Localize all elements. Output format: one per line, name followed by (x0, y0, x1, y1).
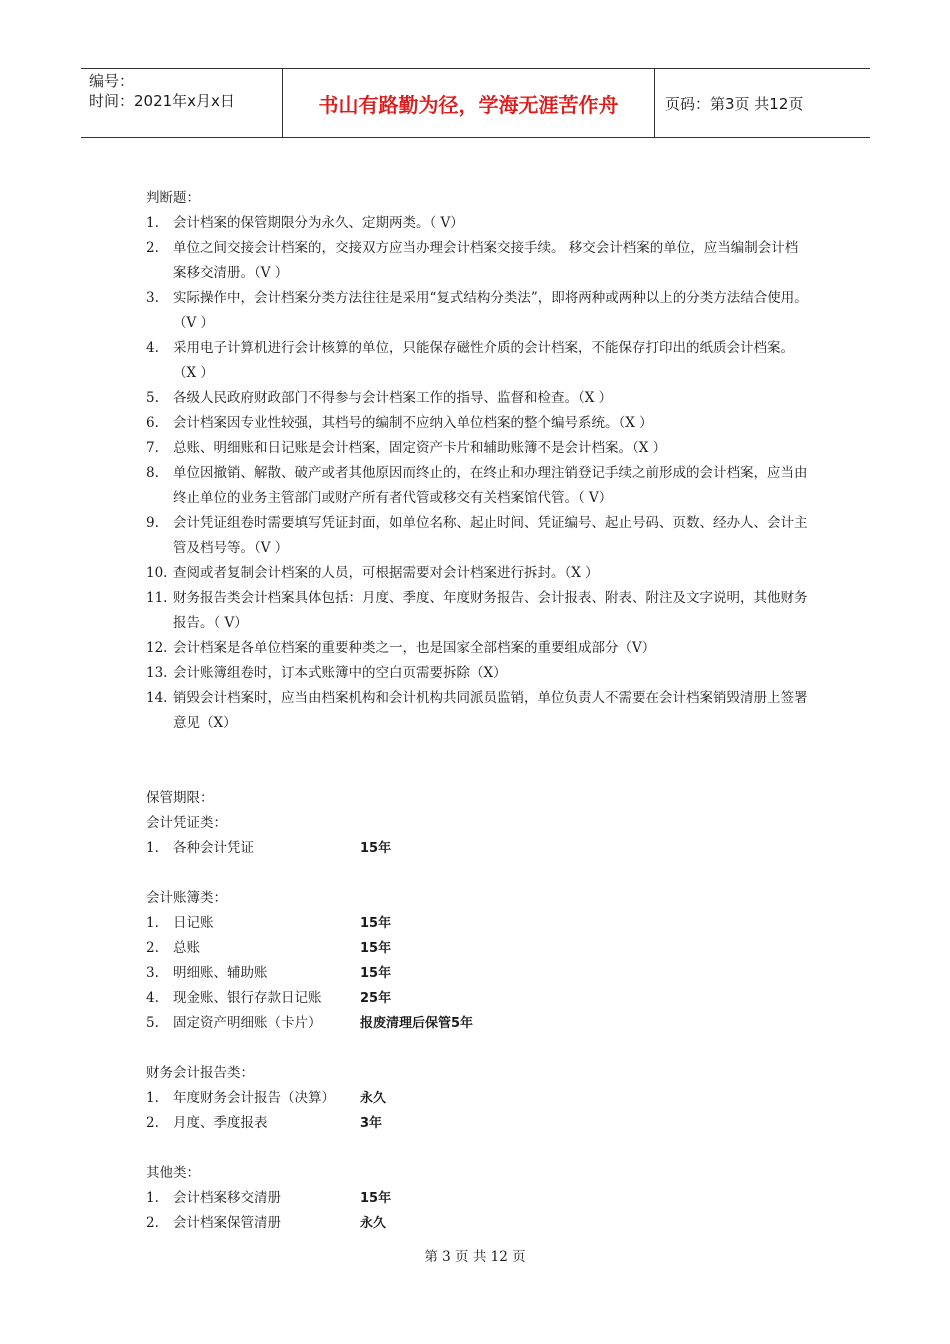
spacer (146, 736, 810, 786)
table-row (146, 986, 810, 1011)
item-number: 13. (146, 665, 168, 681)
item-number: 14. (146, 690, 168, 706)
row-number: 5. (146, 1015, 159, 1031)
list-item (146, 336, 810, 386)
list-item (146, 461, 810, 511)
table-row (146, 1011, 810, 1036)
row-number: 2. (146, 940, 159, 956)
row-label: 现金账、银行存款日记账 (173, 990, 322, 1006)
row-number: 4. (146, 990, 159, 1006)
item-text: 查阅或者复制会计档案的人员，可根据需要对会计档案进行拆封。（X ） (173, 565, 599, 581)
row-value: 15年 (360, 1191, 392, 1206)
item-text: 单位因撤销、解散、破产或者其他原因而终止的，在终止和办理注销登记手续之前形成的会计档案，应当由终止单位的业务主管部门或财产所有者代管或移交有关档案馆代管。（ V） (173, 465, 808, 506)
item-text: 财务报告类会计档案具体包括：月度、季度、年度财务报告、会计报表、附表、附注及文字说明，其他财务报告。（ V） (173, 590, 808, 631)
list-item (146, 686, 810, 736)
list-item (146, 636, 810, 661)
group-title: 其他类： (146, 1165, 200, 1181)
row-value: 永久 (360, 1216, 387, 1231)
item-text: 总账、明细账和日记账是会计档案，固定资产卡片和辅助账簿不是会计档案。（X ） (173, 440, 667, 456)
group-title: 会计账簿类： (146, 890, 227, 906)
row-value: 15年 (360, 966, 392, 981)
item-text: 会计档案的保管期限分为永久、定期两类。（ V） (173, 215, 464, 231)
list-item (146, 386, 810, 411)
table-row (146, 911, 810, 936)
document-body (146, 186, 810, 1236)
item-number: 5. (146, 390, 159, 406)
number-label: 编号： (89, 72, 135, 90)
row-label: 月度、季度报表 (173, 1115, 268, 1131)
item-text: 销毁会计档案时，应当由档案机构和会计机构共同派员监销，单位负责人不需要在会计档案销毁清册上签署意见（X） (173, 690, 808, 731)
list-item (146, 586, 810, 636)
row-value: 3年 (360, 1116, 383, 1131)
spacer (146, 861, 810, 886)
row-label: 会计档案移交清册 (173, 1190, 281, 1206)
header-meta (81, 69, 283, 137)
row-label: 固定资产明细账（卡片） (173, 1015, 322, 1031)
item-number: 6. (146, 415, 159, 431)
row-number: 2. (146, 1115, 159, 1131)
list-item (146, 436, 810, 461)
row-label: 总账 (173, 940, 200, 956)
list-item (146, 286, 810, 336)
item-number: 1. (146, 215, 159, 231)
item-number: 3. (146, 290, 159, 306)
item-text: 采用电子计算机进行会计核算的单位，只能保存磁性介质的会计档案，不能保存打印出的纸质会计档案。（X ） (173, 340, 794, 381)
row-value: 15年 (360, 841, 392, 856)
list-item (146, 661, 810, 686)
item-number: 11. (146, 590, 168, 606)
list-item (146, 511, 810, 561)
row-value: 25年 (360, 991, 392, 1006)
list-item (146, 236, 810, 286)
row-number: 1. (146, 840, 159, 856)
list-item (146, 411, 810, 436)
item-number: 10. (146, 565, 168, 581)
table-row (146, 836, 810, 861)
row-label: 会计档案保管清册 (173, 1215, 281, 1231)
row-label: 各种会计凭证 (173, 840, 254, 856)
table-row (146, 1086, 810, 1111)
group-title: 财务会计报告类： (146, 1065, 254, 1081)
item-text: 会计账簿组卷时，订本式账簿中的空白页需要拆除（X） (173, 665, 507, 681)
row-value: 永久 (360, 1091, 387, 1106)
row-label: 年度财务会计报告（决算） (173, 1090, 335, 1106)
item-number: 2. (146, 240, 159, 256)
group-title: 会计凭证类： (146, 815, 227, 831)
table-row (146, 1186, 810, 1211)
row-label: 明细账、辅助账 (173, 965, 268, 981)
table-row (146, 1211, 810, 1236)
judgement-title: 判断题： (146, 190, 200, 206)
table-row (146, 961, 810, 986)
item-text: 各级人民政府财政部门不得参与会计档案工作的指导、监督和检查。（X ） (173, 390, 613, 406)
spacer (146, 1136, 810, 1161)
item-number: 9. (146, 515, 159, 531)
item-text: 会计凭证组卷时需要填写凭证封面，如单位名称、起止时间、凭证编号、起止号码、页数、经办人、会计主管及档号等。（V ） (173, 515, 808, 556)
item-text: 会计档案因专业性较强，其档号的编制不应纳入单位档案的整个编号系统。（X ） (173, 415, 653, 431)
row-value: 15年 (360, 916, 392, 931)
row-number: 2. (146, 1215, 159, 1231)
header-page-label: 页码：第3页 共12页 (665, 94, 804, 113)
item-text: 单位之间交接会计档案的，交接双方应当办理会计档案交接手续。 移交会计档案的单位，应当编制会计档案移交清册。（V ） (173, 240, 799, 281)
item-text: 会计档案是各单位档案的重要种类之一，也是国家全部档案的重要组成部分（V） (173, 640, 656, 656)
header-motto: 书山有路勤为径，学海无涯苦作舟 (283, 69, 655, 137)
row-number: 3. (146, 965, 159, 981)
row-value: 报废清理后保管5年 (360, 1016, 474, 1031)
row-value: 15年 (360, 941, 392, 956)
page-footer: 第 3 页 共 12 页 (424, 1249, 526, 1265)
list-item (146, 211, 810, 236)
item-text: 实际操作中，会计档案分类方法往往是采用“复式结构分类法”，即将两种或两种以上的分类方法结合使用。（V ） (173, 290, 808, 331)
page-header (81, 68, 870, 138)
row-label: 日记账 (173, 915, 214, 931)
item-number: 7. (146, 440, 159, 456)
retention-title: 保管期限： (146, 790, 214, 806)
time-label: 时间：2021年x月x日 (89, 92, 235, 110)
table-row (146, 936, 810, 961)
row-number: 1. (146, 915, 159, 931)
row-number: 1. (146, 1090, 159, 1106)
row-number: 1. (146, 1190, 159, 1206)
item-number: 8. (146, 465, 159, 481)
item-number: 4. (146, 340, 159, 356)
list-item (146, 561, 810, 586)
table-row (146, 1111, 810, 1136)
spacer (146, 1036, 810, 1061)
item-number: 12. (146, 640, 168, 656)
